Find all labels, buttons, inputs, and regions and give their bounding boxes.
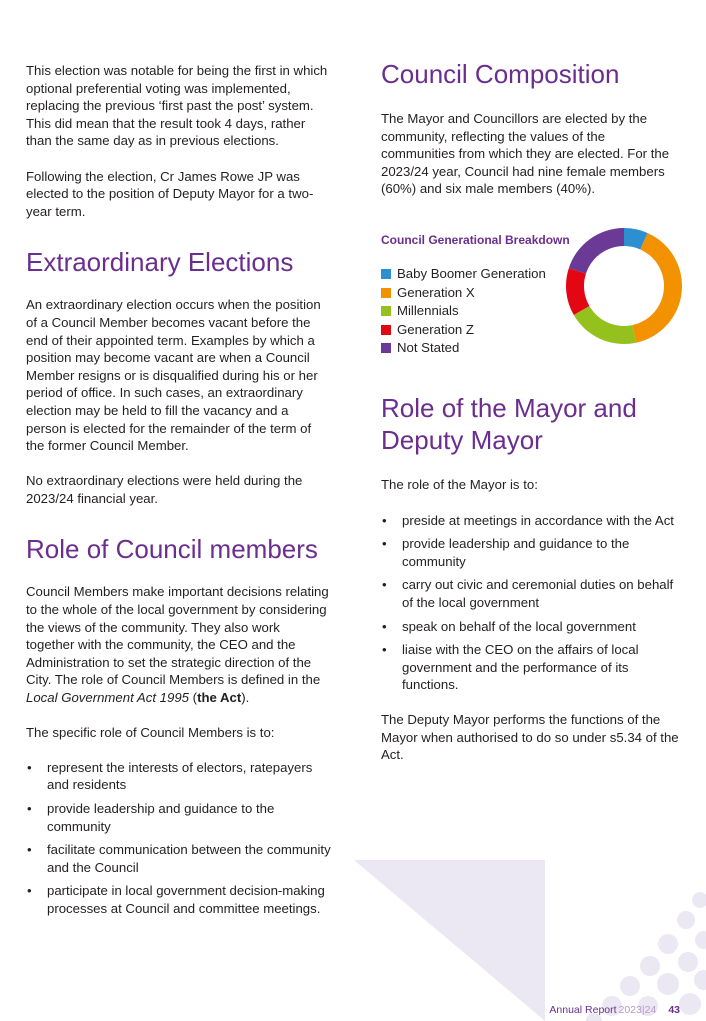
- extraordinary-elections-heading: Extraordinary Elections: [26, 247, 294, 278]
- legend-label: Millennials: [397, 303, 459, 319]
- act-name: Local Government Act 1995: [26, 690, 189, 706]
- list-item: • provide leadership and guidance to the community: [26, 800, 331, 835]
- footer-year: 2023|24: [618, 1004, 657, 1016]
- role-text-b: (: [192, 690, 198, 706]
- intro-paragraph-2: Following the election, Cr James Rowe JP was elected to the position of Deputy Mayor for a two-year term.: [26, 168, 314, 219]
- legend-swatch: [381, 325, 391, 335]
- mayor-role-list: [381, 512, 681, 694]
- extraordinary-paragraph-1: An extraordinary election occurs when the position of a Council Member becomes vacant before the end of their appointed term. Examples by which a position may become vacant are when a Council Member resigns or is disqualified during his or her period of office. In such cases, an extraordinary election may be held to fill the vacancy and a person is elected for the remainder of the term of the former Council Member.: [26, 297, 321, 454]
- donut-chart: [564, 226, 684, 346]
- legend-swatch: [381, 343, 391, 353]
- legend-swatch: [381, 269, 391, 279]
- role-mayor-heading: Role of the Mayor and Deputy Mayor: [381, 392, 637, 455]
- page-footer: [549, 1004, 680, 1016]
- role-text-a: Council Members make important decisions relating to the whole of the local government by considering the views of the community. They also work together with the community, the CEO and the Administration to set the strategic direction of the City. The role of Council Members is defined in the: [26, 584, 329, 688]
- generational-chart: [381, 232, 681, 356]
- list-item: • carry out civic and ceremonial duties on behalf of the local government: [381, 576, 681, 611]
- right-column: [381, 58, 681, 764]
- donut-slice-generation-x: [632, 233, 682, 343]
- left-column: [26, 62, 331, 924]
- role-paragraph-2: The specific role of Council Members is to:: [26, 725, 275, 741]
- extraordinary-paragraph-2: No extraordinary elections were held during the 2023/24 financial year.: [26, 473, 303, 506]
- list-item: • speak on behalf of the local government: [381, 618, 681, 636]
- intro-paragraph-1: This election was notable for being the first in which optional preferential voting was implemented, replacing the previous ‘first past the post’ system. This did mean that the result took 4 days, rather than the same day as in previous elections.: [26, 63, 328, 149]
- list-item: • facilitate communication between the community and the Council: [26, 841, 331, 876]
- list-item: • liaise with the CEO on the affairs of local government and the performance of its functions.: [381, 641, 681, 694]
- donut-slice-not-stated: [569, 228, 624, 274]
- composition-paragraph: The Mayor and Councillors are elected by the community, reflecting the values of the communities from which they are elected. For the 2023/24 year, Council had nine female members (60%) and six male members (40%).: [381, 111, 670, 197]
- page-number: 43: [668, 1004, 680, 1016]
- mayor-paragraph-2: The Deputy Mayor performs the functions of the Mayor when authorised to do so under s5.34 of the Act.: [381, 711, 679, 763]
- donut-slice-millennials: [574, 306, 636, 344]
- footer-label: Annual Report: [549, 1004, 617, 1016]
- the-act-bold: the Act: [197, 690, 242, 706]
- list-item: • represent the interests of electors, ratepayers and residents: [26, 759, 331, 794]
- legend-label: Baby Boomer Generation: [397, 266, 546, 282]
- donut-slice-generation-z: [566, 268, 589, 315]
- chart-title: Council Generational Breakdown: [381, 232, 570, 247]
- list-item: • preside at meetings in accordance with the Act: [381, 512, 681, 530]
- role-text-c: ).: [241, 690, 250, 706]
- list-item: • participate in local government decision-making processes at Council and committee meetings.: [26, 882, 331, 917]
- role-paragraph-1: [26, 583, 331, 706]
- legend-swatch: [381, 288, 391, 298]
- legend-label: Not Stated: [397, 340, 460, 356]
- legend-swatch: [381, 306, 391, 316]
- legend-label: Generation Z: [397, 321, 474, 337]
- council-composition-heading: Council Composition: [381, 59, 620, 89]
- legend-label: Generation X: [397, 284, 475, 300]
- role-list: [26, 759, 331, 918]
- mayor-paragraph-1: The role of the Mayor is to:: [381, 476, 538, 492]
- list-item: • provide leadership and guidance to the community: [381, 535, 681, 570]
- role-council-members-heading: Role of Council members: [26, 534, 318, 565]
